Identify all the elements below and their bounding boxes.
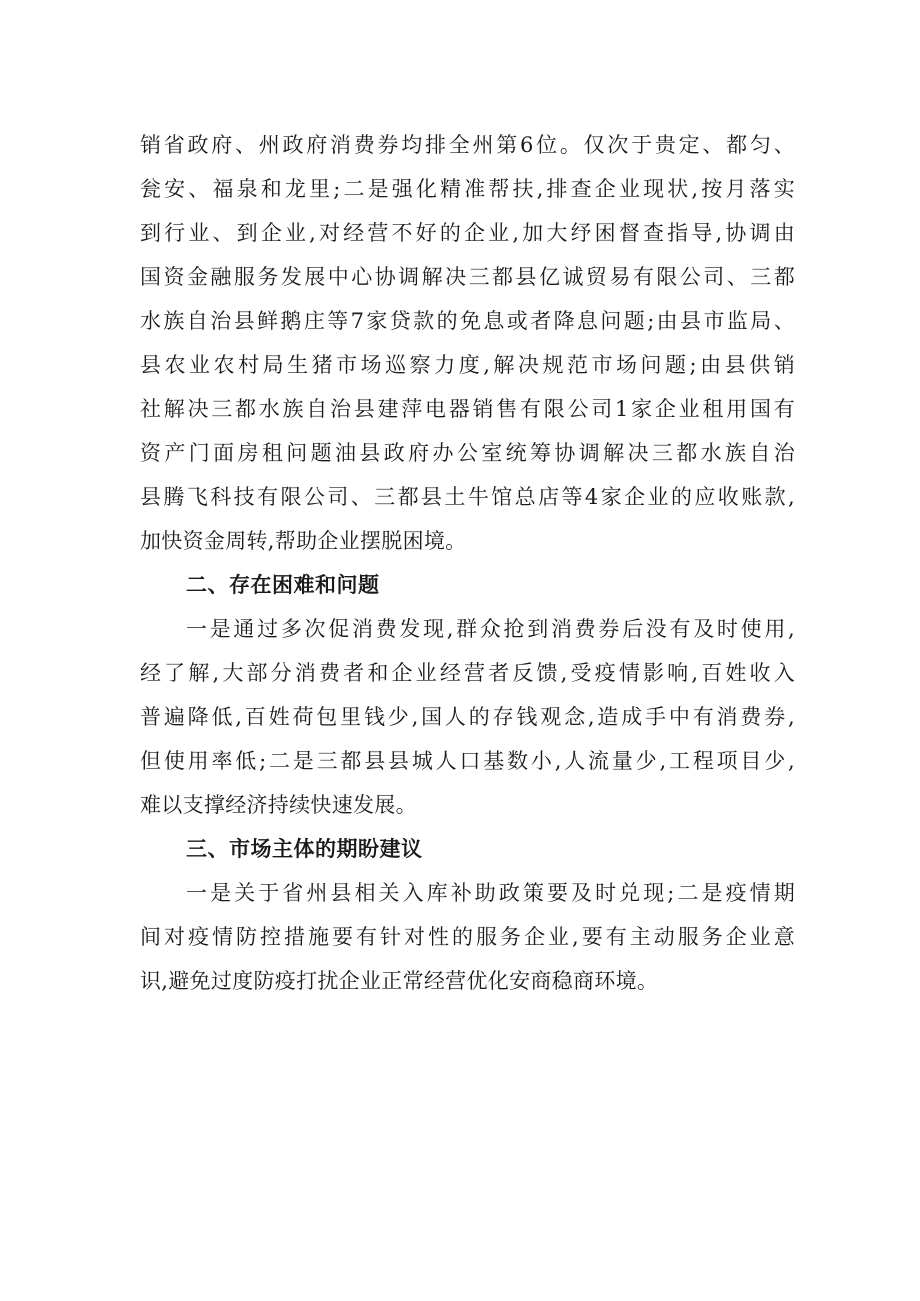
text-line: 县腾飞科技有限公司、三都县土牛馆总店等4家企业的应收账款, [140, 485, 795, 509]
text-line: 一是通过多次促消费发现,群众抢到消费券后没有及时使用, [186, 617, 795, 641]
text-line: 国资金融服务发展中心协调解决三都县亿诚贸易有限公司、三都 [140, 265, 795, 289]
text-line: 县农业农村局生猪市场巡察力度,解决规范市场问题;由县供销 [140, 353, 795, 377]
text-line: 一是关于省州县相关入库补助政策要及时兑现;二是疫情期 [186, 881, 795, 905]
paragraph-continued [140, 123, 795, 563]
text-line: 识,避免过度防疫打扰企业正常经营优化安商稳商环境。 [140, 969, 659, 993]
document-body [140, 123, 795, 1003]
text-line: 普遍降低,百姓荷包里钱少,国人的存钱观念,造成手中有消费券, [140, 705, 795, 729]
text-line: 资产门面房租问题油县政府办公室统筹协调解决三都水族自治 [140, 441, 795, 465]
text-line: 社解决三都水族自治县建萍电器销售有限公司1家企业租用国有 [140, 397, 795, 421]
text-line: 经了解,大部分消费者和企业经营者反馈,受疫情影响,百姓收入 [140, 661, 795, 685]
text-line: 到行业、到企业,对经营不好的企业,加大纾困督查指导,协调由 [140, 221, 795, 245]
text-line: 但使用率低;二是三都县县城人口基数小,人流量少,工程项目少, [140, 749, 795, 773]
section-heading: 三、市场主体的期盼建议 [186, 837, 423, 861]
paragraph-difficulties [140, 607, 795, 827]
text-line: 加快资金周转,帮助企业摆脱困境。 [140, 529, 467, 553]
text-line: 瓮安、福泉和龙里;二是强化精准帮扶,排查企业现状,按月落实 [140, 177, 795, 201]
section-heading: 二、存在困难和问题 [186, 573, 380, 597]
text-line: 销省政府、州政府消费券均排全州第6位。仅次于贵定、都匀、 [140, 133, 795, 157]
text-line: 间对疫情防控措施要有针对性的服务企业,要有主动服务企业意 [140, 925, 795, 949]
text-line: 难以支撑经济持续快速发展。 [140, 793, 417, 817]
paragraph-suggestions [140, 871, 795, 1003]
text-line: 水族自治县鲜鹅庄等7家贷款的免息或者降息问题;由县市监局、 [140, 309, 795, 333]
